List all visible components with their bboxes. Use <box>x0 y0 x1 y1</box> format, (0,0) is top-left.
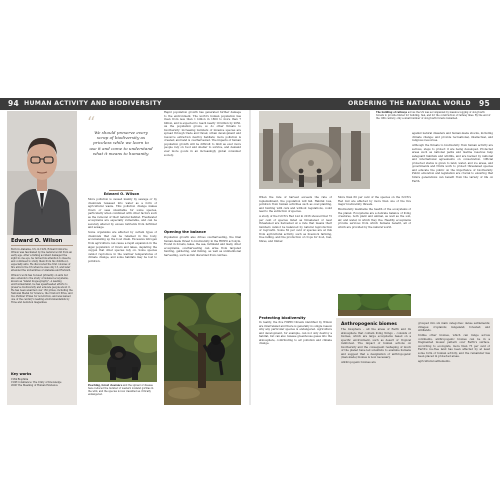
body-column-b <box>88 198 157 333</box>
rainforest-photo <box>338 294 411 316</box>
caption-text: across the US was accompanied by massive logging of old-growth forests to provide timber for building, fuel, and for the construction of railway lines. By the end of the 19th century, only a small number of old-growth forests remained. <box>376 111 491 120</box>
biome-column-2 <box>418 322 490 404</box>
key-work-item: 1984 Biophilia <box>11 378 29 381</box>
pull-quote-author: Edward O. Wilson <box>103 192 140 196</box>
body-paragraph: A study of the IUCN's Red List in 2016 showed that 72 per cent of species listed as threatened or near threatened are harvested at a rate that means their numbers cannot be balanced by natural reproduction or regrowth. Some 62 per cent of species are at risk from agricultural activity, such as livestock farming, tree felling, and the production of crops for food, fuel, fibres, and timber. <box>259 215 332 243</box>
biome-column-1 <box>341 328 411 404</box>
body-paragraph: Anthropogenic biomes are <box>341 361 376 365</box>
body-paragraph: against natural disasters and human-made shocks, including climate change; and provide recreational, intellectual, and religious resources. <box>412 132 493 143</box>
body-paragraph: Unlike other biomes, which can range across continents, anthropogenic biomes can be in a fragmented mosaic pattern over Earth's surface. According to ecologists, more than 75 per cent of Earth's ice-free land has been affected by at least some form of human activity, and the remainder has been placed in protected areas. <box>418 334 490 359</box>
section-heading-opening: Opening the balance <box>164 230 206 234</box>
body-paragraph: Although the threats to biodiversity from human activity are serious, steps to protect it are being developed. Protected areas such as national parks and marine reserves help safeguard habitats and wildlife, and are backed by national and international agreements on conservation. Official protected status is given to land, water, and ice areas, and governments and NGOs work to protect threatened species and educate the public on the importance of biodiversity. Public education and legislation are crucial to ensuring that future generations can benefit from the variety of life on Earth. <box>412 144 493 183</box>
body-paragraph: More pollution is caused mainly by sewage or by chemicals released into water as a form of agricultural waste. This pollution change makes rivers or seas unsuitable for some species, particularly when combined with other factors such as the removal of their natural habitat. Freshwater ecosystems are especially vulnerable, and can be severely altered by excess nutrients from fertilizer and sewage. <box>88 198 157 230</box>
body-paragraph: When the rate of harvest exceeds the rate of replenishment, the population will fall. Habitat loss, pollution from human activities such as over-planting, and hunting with cars and without regulations, could lead to the extinction of species. <box>259 196 332 214</box>
body-column-c2 <box>164 236 241 291</box>
profile-divider <box>11 245 73 246</box>
body-paragraph: In reality, the five HIPPO threats identified by Wilson are interrelated and there is generally no single reason why any particular species is endangered. Agriculture and development, for example, can not only destroy a habitat, but can also release greenhouse gases into the atmosphere, contributing to air pollution and climate change. <box>259 321 332 346</box>
biome-heading: Anthropogenic biomes <box>341 322 397 327</box>
profile-bio <box>11 248 73 370</box>
key-work-item: 1998 Consilience: The Unity of Knowledge <box>11 381 62 385</box>
caption-text: and the spread of disease have reduced the number of western lowland gorillas in the wild, and the species is now classified as critically endangered. <box>88 384 154 396</box>
key-work-item: 2006 The Meaning of Human Existence <box>11 384 58 388</box>
logging-caption <box>376 111 493 133</box>
body-paragraph: grouped into six main categories: dense settlements; villages; croplands; rangeland; forested; and wildlands. <box>418 322 490 333</box>
caption-label: Poaching, forest clearance <box>88 384 123 387</box>
left-page-number: 94 <box>8 99 20 108</box>
gorilla-caption <box>88 384 157 402</box>
gorilla-photo <box>88 335 157 382</box>
quote-divider <box>109 190 133 191</box>
page-gutter <box>249 110 251 405</box>
profile-name: Edward O. Wilson <box>11 238 63 244</box>
portrait-photo <box>7 111 77 235</box>
body-paragraph: The biosphere – all the areas of Earth and its atmosphere that contain living things – consists of biomes, which are large ecosystems based on a specific environment, such as desert or tropical rainforest. The impact of human actions on biodiversity and the consequent reshaping of much of the planet have led scientists to examine humans and suggest that a designation of anthropogenic (man-made) biomes is now necessary. <box>341 328 411 360</box>
body-column-d2 <box>259 321 332 405</box>
key-works-heading: Key works <box>11 372 32 376</box>
logging-photo <box>259 111 370 189</box>
primate-photo <box>164 293 241 405</box>
body-paragraph: agricultural settlements. <box>418 360 451 364</box>
body-paragraph: Rapid population growth has generated further damage to the environment. The world's human population has risen from less than 1 billion in 1800 to more than 7 billion, and is expected to reach nearly 10 billion by 2050. As the population grows, so do other threats to biodiversity: increasing numbers of invasive species are spread through trade and travel; urban development and resource extraction destroy habitats; more pollution is created; and land is overharvested. The impacts of human population growth will be difficult to limit as ever more people rely on food and shelter to survive, and demand ever more goods in an increasingly global consumer society. <box>164 111 241 157</box>
body-column-e <box>338 196 411 292</box>
profile-bio-paragraph: Wilson's work has focused primarily on ants but also extends to the study of isolated ecosystems, known as "island biogeography". A leading environmentalist, he has spearheaded efforts to preserve biodiversity and educate people about it. He has been awarded over 150 prizes, including the National Medal for Science, the Crafoord Prize, and two Pulitzer Prizes for non-fiction, and was named one of the century's leading environmentalists by Time and Audubon magazines. <box>11 273 73 305</box>
left-page-title: HUMAN ACTIVITY AND BIODIVERSITY <box>24 100 162 107</box>
body-column-c <box>164 111 241 229</box>
key-works-list <box>11 378 73 387</box>
caption-label: The building of railways <box>376 111 408 114</box>
body-column-g <box>412 132 493 307</box>
right-page-number: 95 <box>479 99 491 108</box>
body-column-d <box>259 196 332 314</box>
profile-bio-paragraph: Born in Alabama, US, in 1929, Edward Osborne Wilson was fascinated by the natural world from an early age. After a fishing accident damaged the sight in one eye, he turned his attention to insects, and continued to study them from his childhood, especially ants. He discovered the first colonies of fire ants in the US when he was only 13, and later attended the universities of Alabama and Harvard. <box>11 248 73 273</box>
body-paragraph: Some organisms are affected by certain types of chemicals that can be retained in the body, accumulating up the food chain. Excessive nitrogen from agriculture can cause a rapid expansion in the algal population of rivers and lakes, depleting the oxygen that other species rely on. Some species cannot reproduce in the warmer temperatures of climate change, and some habitats may be lost to pollution. <box>88 231 157 263</box>
pull-quote-text: We should preserve every scrap of biodiversity as priceless while we learn to use it and come to understand what it means to humanity. <box>89 130 153 156</box>
body-paragraph: Population growth also drives overharvesting, the final human-made threat to biodiversity in the HIPPO acronym. Found in forests, lakes, the sea, farmland and many other ecosystems, overharvesting can arise from targeted hunting, gathering, and fishing, as well as unintentional harvesting, such as fish discarded from catches. <box>164 236 241 257</box>
quote-marks-icon: “ <box>87 113 96 132</box>
body-paragraph: Biodiversity maintains the health of the ecosystems of the planet. Ecosystems are a delicate balance of living creatures, both plant and animal, as well as the soil, air, and water, in which they live. Healthy ecosystems provide services from which humans benefit, all of which are provided by the natural world. <box>338 208 411 229</box>
body-paragraph: More than 60 per cent of the species on the IUCN's Red List are affected by more than one of the five major biodiversity threats. <box>338 196 411 207</box>
section-heading-protecting: Protecting biodiversity <box>259 316 306 320</box>
right-page-title: ORDERING THE NATURAL WORLD <box>348 100 471 107</box>
